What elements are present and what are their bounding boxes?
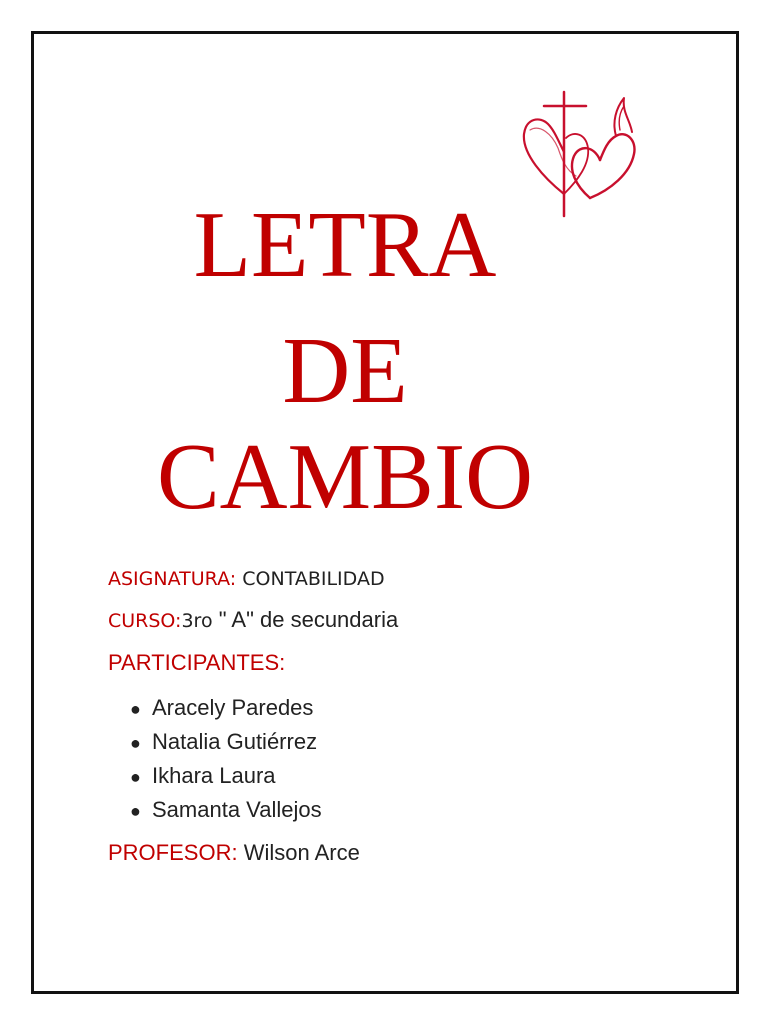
participantes-label: PARTICIPANTES:	[108, 650, 286, 675]
cover-page	[31, 31, 739, 994]
bullet-icon: ●	[130, 767, 141, 787]
list-item	[130, 759, 322, 793]
profesor-value: Wilson Arce	[237, 840, 360, 865]
bullet-icon: ●	[130, 801, 141, 821]
bullet-icon: ●	[130, 733, 141, 753]
list-item	[130, 691, 322, 725]
participantes-row	[108, 650, 285, 676]
asignatura-value: CONTABILIDAD	[242, 568, 385, 590]
asignatura-row	[108, 565, 385, 591]
title-line-cambio: CAMBIO	[156, 425, 534, 529]
participants-list	[130, 691, 322, 827]
participant-name: Ikhara Laura	[152, 763, 276, 788]
participant-name: Samanta Vallejos	[152, 797, 322, 822]
profesor-row	[108, 840, 360, 866]
profesor-label: PROFESOR:	[108, 840, 238, 865]
list-item	[130, 793, 322, 827]
curso-grade: 3ro	[181, 610, 213, 632]
curso-section: " A" de secundaria	[212, 607, 399, 632]
asignatura-label: ASIGNATURA:	[108, 568, 237, 590]
bullet-icon: ●	[130, 699, 141, 719]
curso-label: CURSO:	[108, 610, 182, 632]
title-line-de: DE	[282, 319, 408, 423]
curso-row	[108, 607, 398, 633]
participant-name: Natalia Gutiérrez	[152, 729, 318, 754]
list-item	[130, 725, 322, 759]
participant-name: Aracely Paredes	[152, 695, 314, 720]
title-line-letra: LETRA	[193, 193, 497, 297]
